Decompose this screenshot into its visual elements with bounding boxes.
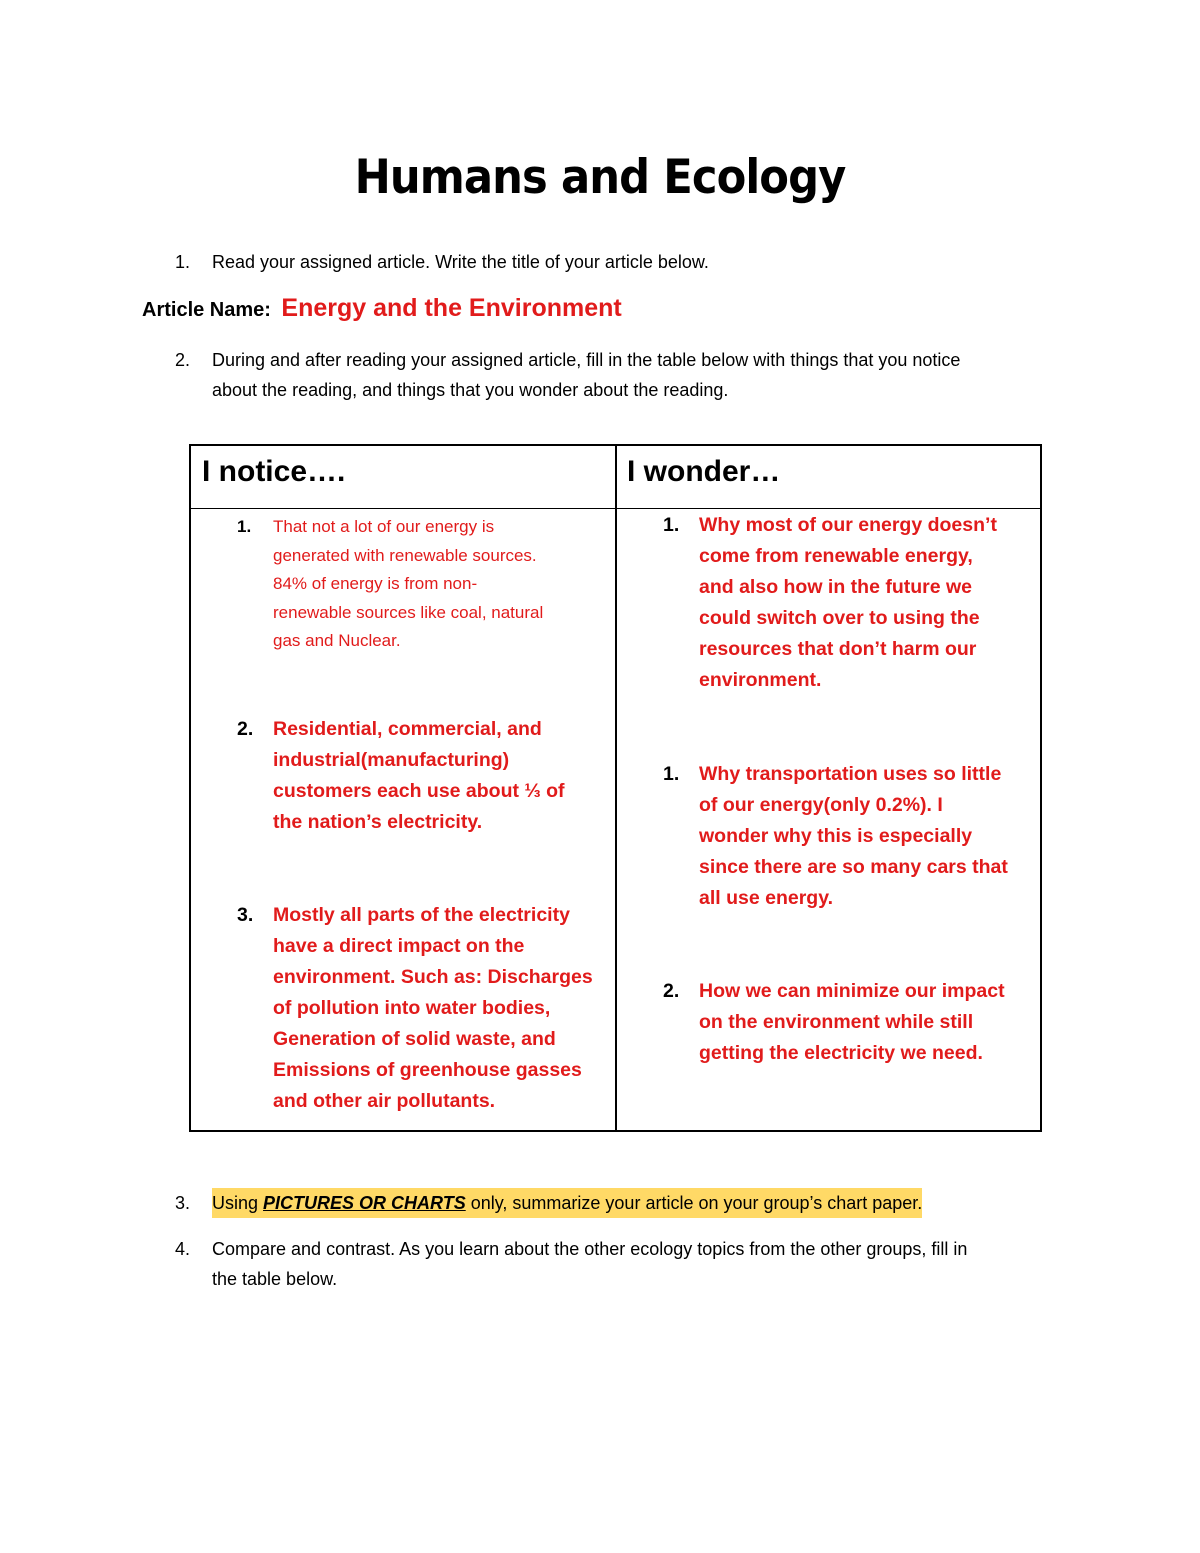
instruction-text-line-2: the table below. <box>212 1269 338 1289</box>
notice-item-line: renewable sources like coal, natural <box>273 602 544 622</box>
instruction-number: 3. <box>175 1193 191 1213</box>
header-divider <box>191 508 1040 509</box>
notice-item-line: Mostly all parts of the electricity <box>273 904 570 926</box>
wonder-item-line: all use energy. <box>699 887 834 909</box>
instruction-text-pre: Using <box>212 1193 264 1213</box>
notice-item-number: 1. <box>237 517 252 536</box>
instruction-text-line-1: Compare and contrast. As you learn about the other ecology topics from the other groups, fill in <box>212 1239 968 1259</box>
wonder-item-line: and also how in the future we <box>699 576 973 598</box>
wonder-item-line: come from renewable energy, <box>699 545 973 567</box>
notice-item-line: gas and Nuclear. <box>273 631 401 651</box>
wonder-header: I wonder… <box>627 455 781 488</box>
wonder-item-number: 2. <box>663 980 680 1002</box>
instruction-text-line-2: about the reading, and things that you wonder about the reading. <box>212 380 729 400</box>
notice-item-line: industrial(manufacturing) <box>273 749 510 771</box>
article-name-label: Article Name: <box>142 299 271 321</box>
notice-header: I notice…. <box>202 455 346 488</box>
wonder-item-line: resources that don’t harm our <box>699 638 977 660</box>
highlighted-instruction <box>212 1188 922 1218</box>
instruction-text-post: only, summarize your article on your group’s chart paper. <box>465 1193 923 1213</box>
instruction-number: 2. <box>175 350 191 370</box>
notice-item-line: Emissions of greenhouse gasses <box>273 1059 582 1081</box>
wonder-item-line: How we can minimize our impact <box>699 980 1005 1002</box>
page-title: Humans and Ecology <box>354 150 846 205</box>
article-name-row <box>142 294 622 323</box>
notice-item-line: of pollution into water bodies, <box>273 997 551 1019</box>
notice-item-line: and other air pollutants. <box>273 1090 496 1112</box>
instruction-number: 1. <box>175 252 191 272</box>
article-name-value: Energy and the Environment <box>281 294 622 322</box>
notice-item-line: have a direct impact on the <box>273 935 525 957</box>
notice-item-line: environment. Such as: Discharges <box>273 966 593 988</box>
instruction-number: 4. <box>175 1239 191 1259</box>
wonder-item-number: 1. <box>663 514 680 536</box>
wonder-item-line: could switch over to using the <box>699 607 980 629</box>
wonder-item-line: since there are so many cars that <box>699 856 1008 878</box>
notice-item-line: the nation’s electricity. <box>273 811 483 833</box>
wonder-item-line: Why transportation uses so little <box>699 763 1002 785</box>
notice-item-line: Residential, commercial, and <box>273 718 542 740</box>
notice-item-number: 3. <box>237 904 254 926</box>
wonder-item-number: 1. <box>663 763 680 785</box>
wonder-item-line: getting the electricity we need. <box>699 1042 983 1064</box>
notice-item-line: customers each use about ⅓ of <box>273 780 565 802</box>
wonder-item-line: environment. <box>699 669 822 691</box>
notice-item-line: Generation of solid waste, and <box>273 1028 556 1050</box>
wonder-item-line: on the environment while still <box>699 1011 974 1033</box>
instruction-emphasis: PICTURES OR CHARTS <box>263 1193 466 1213</box>
notice-wonder-table <box>189 444 1042 1132</box>
wonder-item-line: wonder why this is especially <box>699 825 973 847</box>
instruction-text-line-1: During and after reading your assigned article, fill in the table below with things that you notice <box>212 350 961 370</box>
notice-item-number: 2. <box>237 718 254 740</box>
wonder-item-line: Why most of our energy doesn’t <box>699 514 997 536</box>
wonder-item-line: of our energy(only 0.2%). I <box>699 794 943 816</box>
notice-item-line: generated with renewable sources. <box>273 545 537 565</box>
column-divider <box>615 446 617 1130</box>
instruction-text: Read your assigned article. Write the title of your article below. <box>212 252 709 272</box>
notice-item-line: 84% of energy is from non- <box>273 574 478 594</box>
notice-item-line: That not a lot of our energy is <box>273 517 495 536</box>
